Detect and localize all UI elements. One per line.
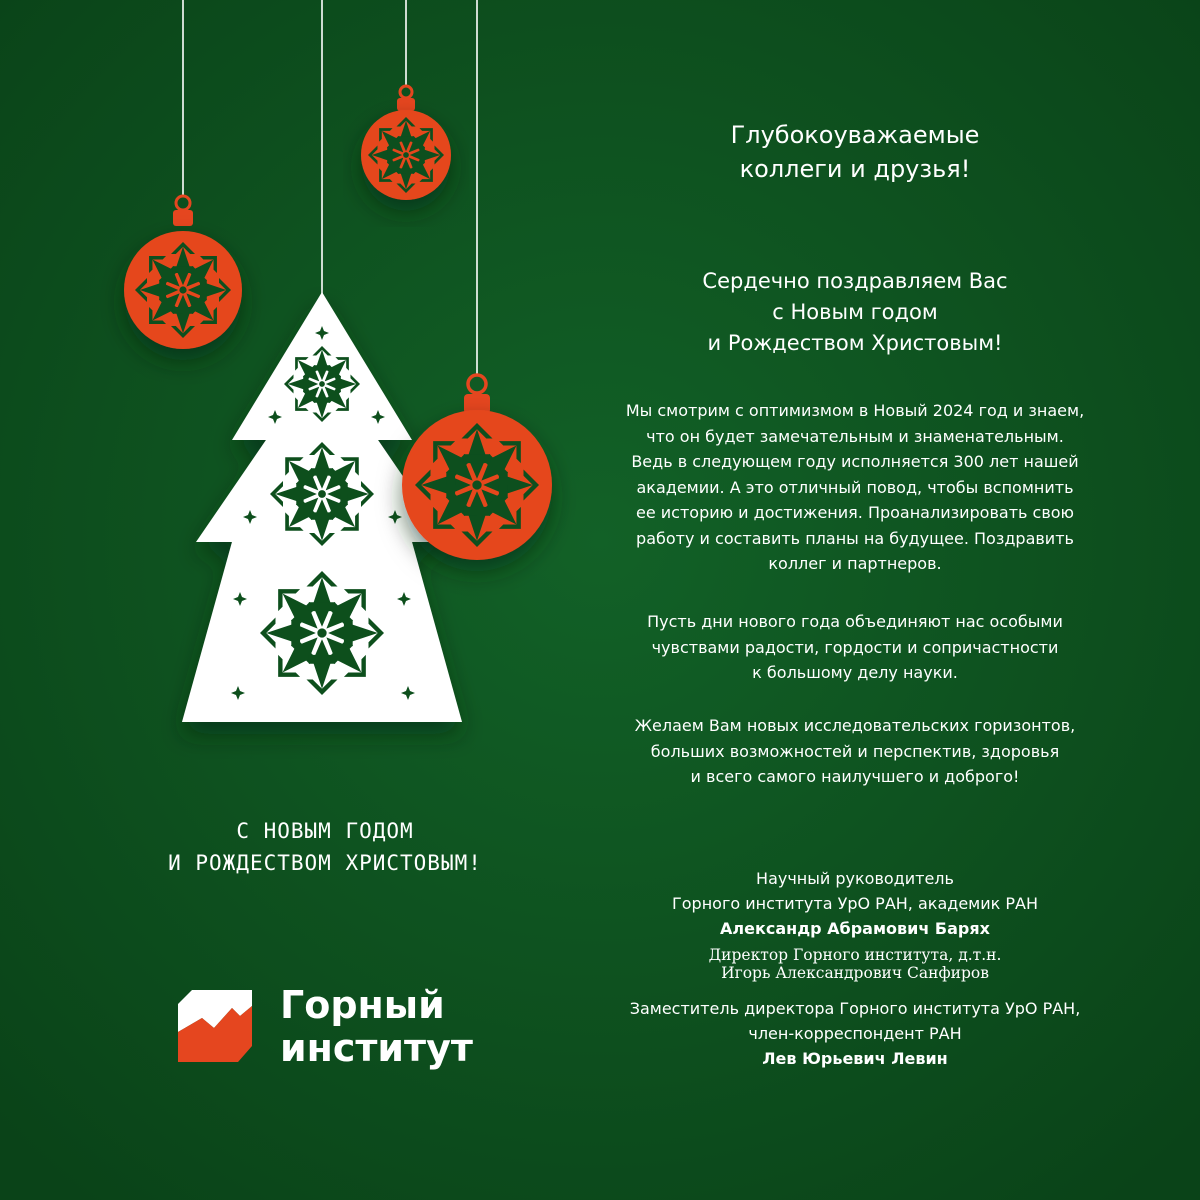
- paragraph-line: академии. А это отличный повод, чтобы вспомнить: [636, 477, 1074, 497]
- signature-deputy-director: [560, 996, 1150, 1071]
- signature-role: Научный руководитель: [756, 869, 954, 888]
- paragraph-line: к большому делу науки.: [752, 663, 958, 682]
- holiday-greeting: [120, 815, 530, 879]
- paragraph-line: Мы смотрим с оптимизмом в Новый 2024 год и знаем,: [625, 401, 1085, 420]
- brand-line: институт: [280, 1026, 473, 1070]
- message-paragraph-1: [560, 398, 1150, 577]
- brand-line: Горный: [280, 983, 445, 1027]
- paragraph-line: Желаем Вам новых исследовательских горизонтов,: [634, 716, 1076, 735]
- greeting-line: И РОЖДЕСТВОМ ХРИСТОВЫМ!: [168, 851, 482, 875]
- paragraph-line: и всего самого наилучшего и доброго!: [690, 767, 1020, 786]
- brand-name: [280, 984, 473, 1070]
- paragraph-line: чувствами радости, гордости и сопричастности: [651, 637, 1059, 657]
- heading-line: коллеги и друзья!: [739, 155, 971, 183]
- message-paragraph-2: [560, 609, 1150, 686]
- greeting-line: С НОВЫМ ГОДОМ: [236, 819, 414, 843]
- paragraph-line: Пусть дни нового года объединяют нас особыми: [647, 612, 1063, 631]
- paragraph-line: Ведь в следующем году исполняется 300 лет нашей: [631, 452, 1079, 471]
- signature-role: Директор Горного института, д.т.н.: [708, 946, 1002, 964]
- paragraph-line: больших возможностей и перспектив, здоровья: [650, 741, 1060, 761]
- signature-director: [560, 946, 1150, 982]
- signature-name: Александр Абрамович Барях: [720, 919, 990, 938]
- snowflake-icon: [368, 117, 444, 193]
- paragraph-line: работу и составить планы на будущее. Поздравить: [636, 528, 1074, 548]
- signature-name: Игорь Александрович Санфиров: [721, 964, 989, 982]
- paragraph-line: ее историю и достижения. Проанализировать свою: [635, 503, 1075, 522]
- message-paragraph-3: [560, 713, 1150, 790]
- card-heading: [600, 118, 1110, 186]
- snowflake-icon: [135, 242, 231, 338]
- congrats-line: с Новым годом: [772, 300, 938, 324]
- mining-institute-logo-icon: [178, 990, 252, 1062]
- heading-line: Глубокоуважаемые: [730, 121, 980, 149]
- paragraph-line: что он будет замечательным и знаменательным.: [646, 426, 1064, 446]
- signature-role: член-корреспондент РАН: [748, 1024, 962, 1043]
- congrats-line: Сердечно поздравляем Вас: [702, 269, 1008, 293]
- signature-role: Горного института УрО РАН, академик РАН: [671, 894, 1038, 913]
- congrats-line: и Рождеством Христовым!: [707, 331, 1003, 355]
- paragraph-line: коллег и партнеров.: [768, 554, 942, 573]
- signature-name: Лев Юрьевич Левин: [762, 1049, 948, 1068]
- congratulation-title: [600, 266, 1110, 359]
- snowflake-icon: [415, 423, 539, 547]
- signature-scientific-director: [560, 866, 1150, 941]
- signature-role: Заместитель директора Горного института УрО РАН,: [629, 999, 1081, 1018]
